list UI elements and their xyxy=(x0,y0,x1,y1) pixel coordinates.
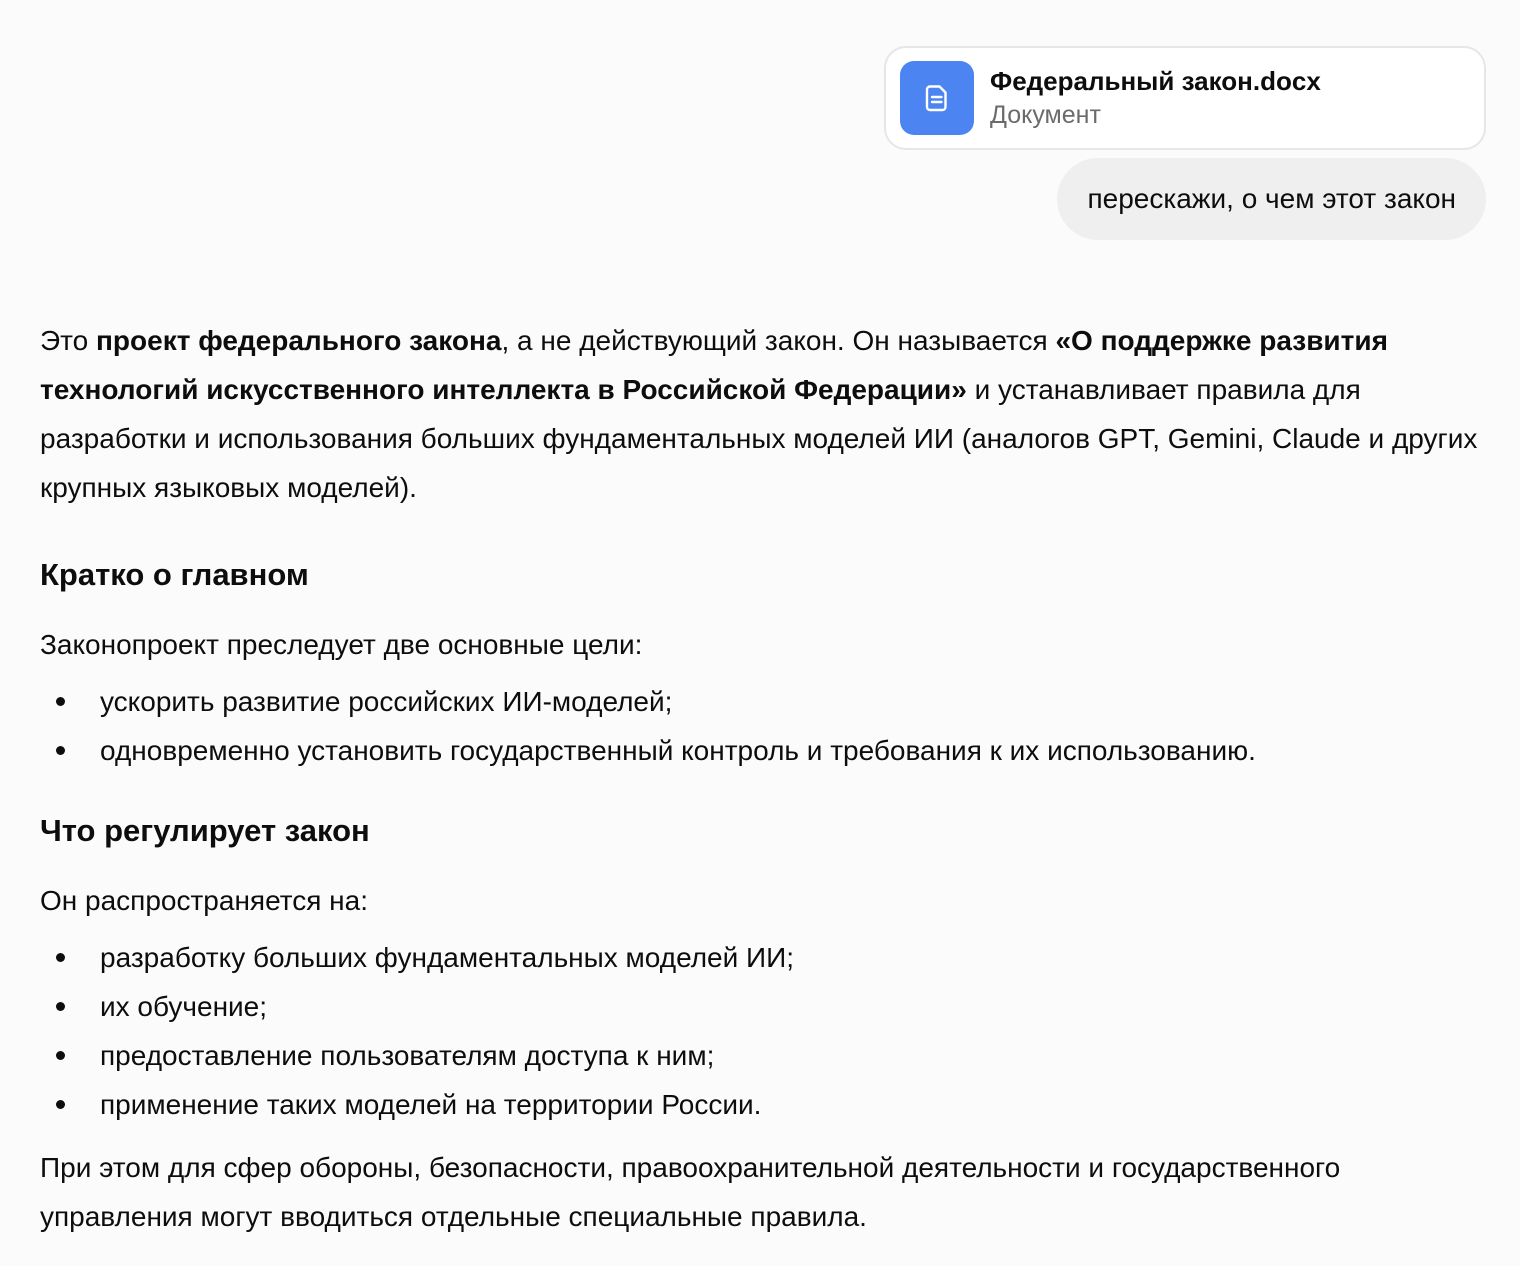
intro-text-3: и устанавливает правила для разработки и использования больших фундаментальных моделей ИИ (аналогов GPT, Gemini, Claude и других крупных языковых моделей). xyxy=(40,374,1478,503)
list-item xyxy=(40,1031,1490,1080)
user-message-bubble: перескажи, о чем этот закон xyxy=(1057,158,1486,240)
document-icon xyxy=(900,61,974,135)
scope-list xyxy=(40,933,1490,1129)
intro-bold-1: проект федерального закона xyxy=(96,325,502,356)
section-heading-scope: Что регулирует закон xyxy=(40,813,370,848)
intro-text-2: , а не действующий закон. Он называется xyxy=(501,325,1056,356)
bullet-icon xyxy=(56,1051,65,1060)
list-item xyxy=(40,677,1490,726)
closing-paragraph: При этом для сфер обороны, безопасности, правоохранительной деятельности и государственного управления могут вводиться отдельные специальные правила. xyxy=(40,1152,1341,1232)
list-item-text: одновременно установить государственный контроль и требования к их использованию. xyxy=(100,735,1256,766)
bullet-icon xyxy=(56,1002,65,1011)
goals-list xyxy=(40,677,1490,775)
bullet-icon xyxy=(56,697,65,706)
list-item xyxy=(40,933,1490,982)
attachment-card[interactable] xyxy=(884,46,1486,150)
user-bubble-row xyxy=(884,158,1486,240)
attachment-type: Документ xyxy=(990,101,1101,129)
section-heading-summary: Кратко о главном xyxy=(40,557,309,592)
bullet-icon xyxy=(56,746,65,755)
list-item-text: разработку больших фундаментальных моделей ИИ; xyxy=(100,942,795,973)
intro-text-1: Это xyxy=(40,325,96,356)
intro-bold-2: «О поддержке развития технологий искусственного интеллекта в Российской Федерации» xyxy=(40,325,1388,405)
attachment-name: Федеральный закон.docx xyxy=(990,66,1321,96)
section-scope-lead: Он распространяется на: xyxy=(40,885,368,916)
bullet-icon xyxy=(56,953,65,962)
intro-paragraph xyxy=(40,316,1490,512)
assistant-message xyxy=(40,316,1490,1241)
user-message-group xyxy=(884,46,1486,240)
bullet-icon xyxy=(56,1100,65,1109)
list-item xyxy=(40,1080,1490,1129)
list-item-text: ускорить развитие российских ИИ-моделей; xyxy=(100,686,673,717)
attachment-meta xyxy=(990,64,1321,132)
section-summary-lead: Законопроект преследует две основные цели: xyxy=(40,629,643,660)
list-item-text: предоставление пользователям доступа к ним; xyxy=(100,1040,715,1071)
list-item xyxy=(40,726,1490,775)
list-item-text: их обучение; xyxy=(100,991,268,1022)
list-item-text: применение таких моделей на территории России. xyxy=(100,1089,762,1120)
list-item xyxy=(40,982,1490,1031)
